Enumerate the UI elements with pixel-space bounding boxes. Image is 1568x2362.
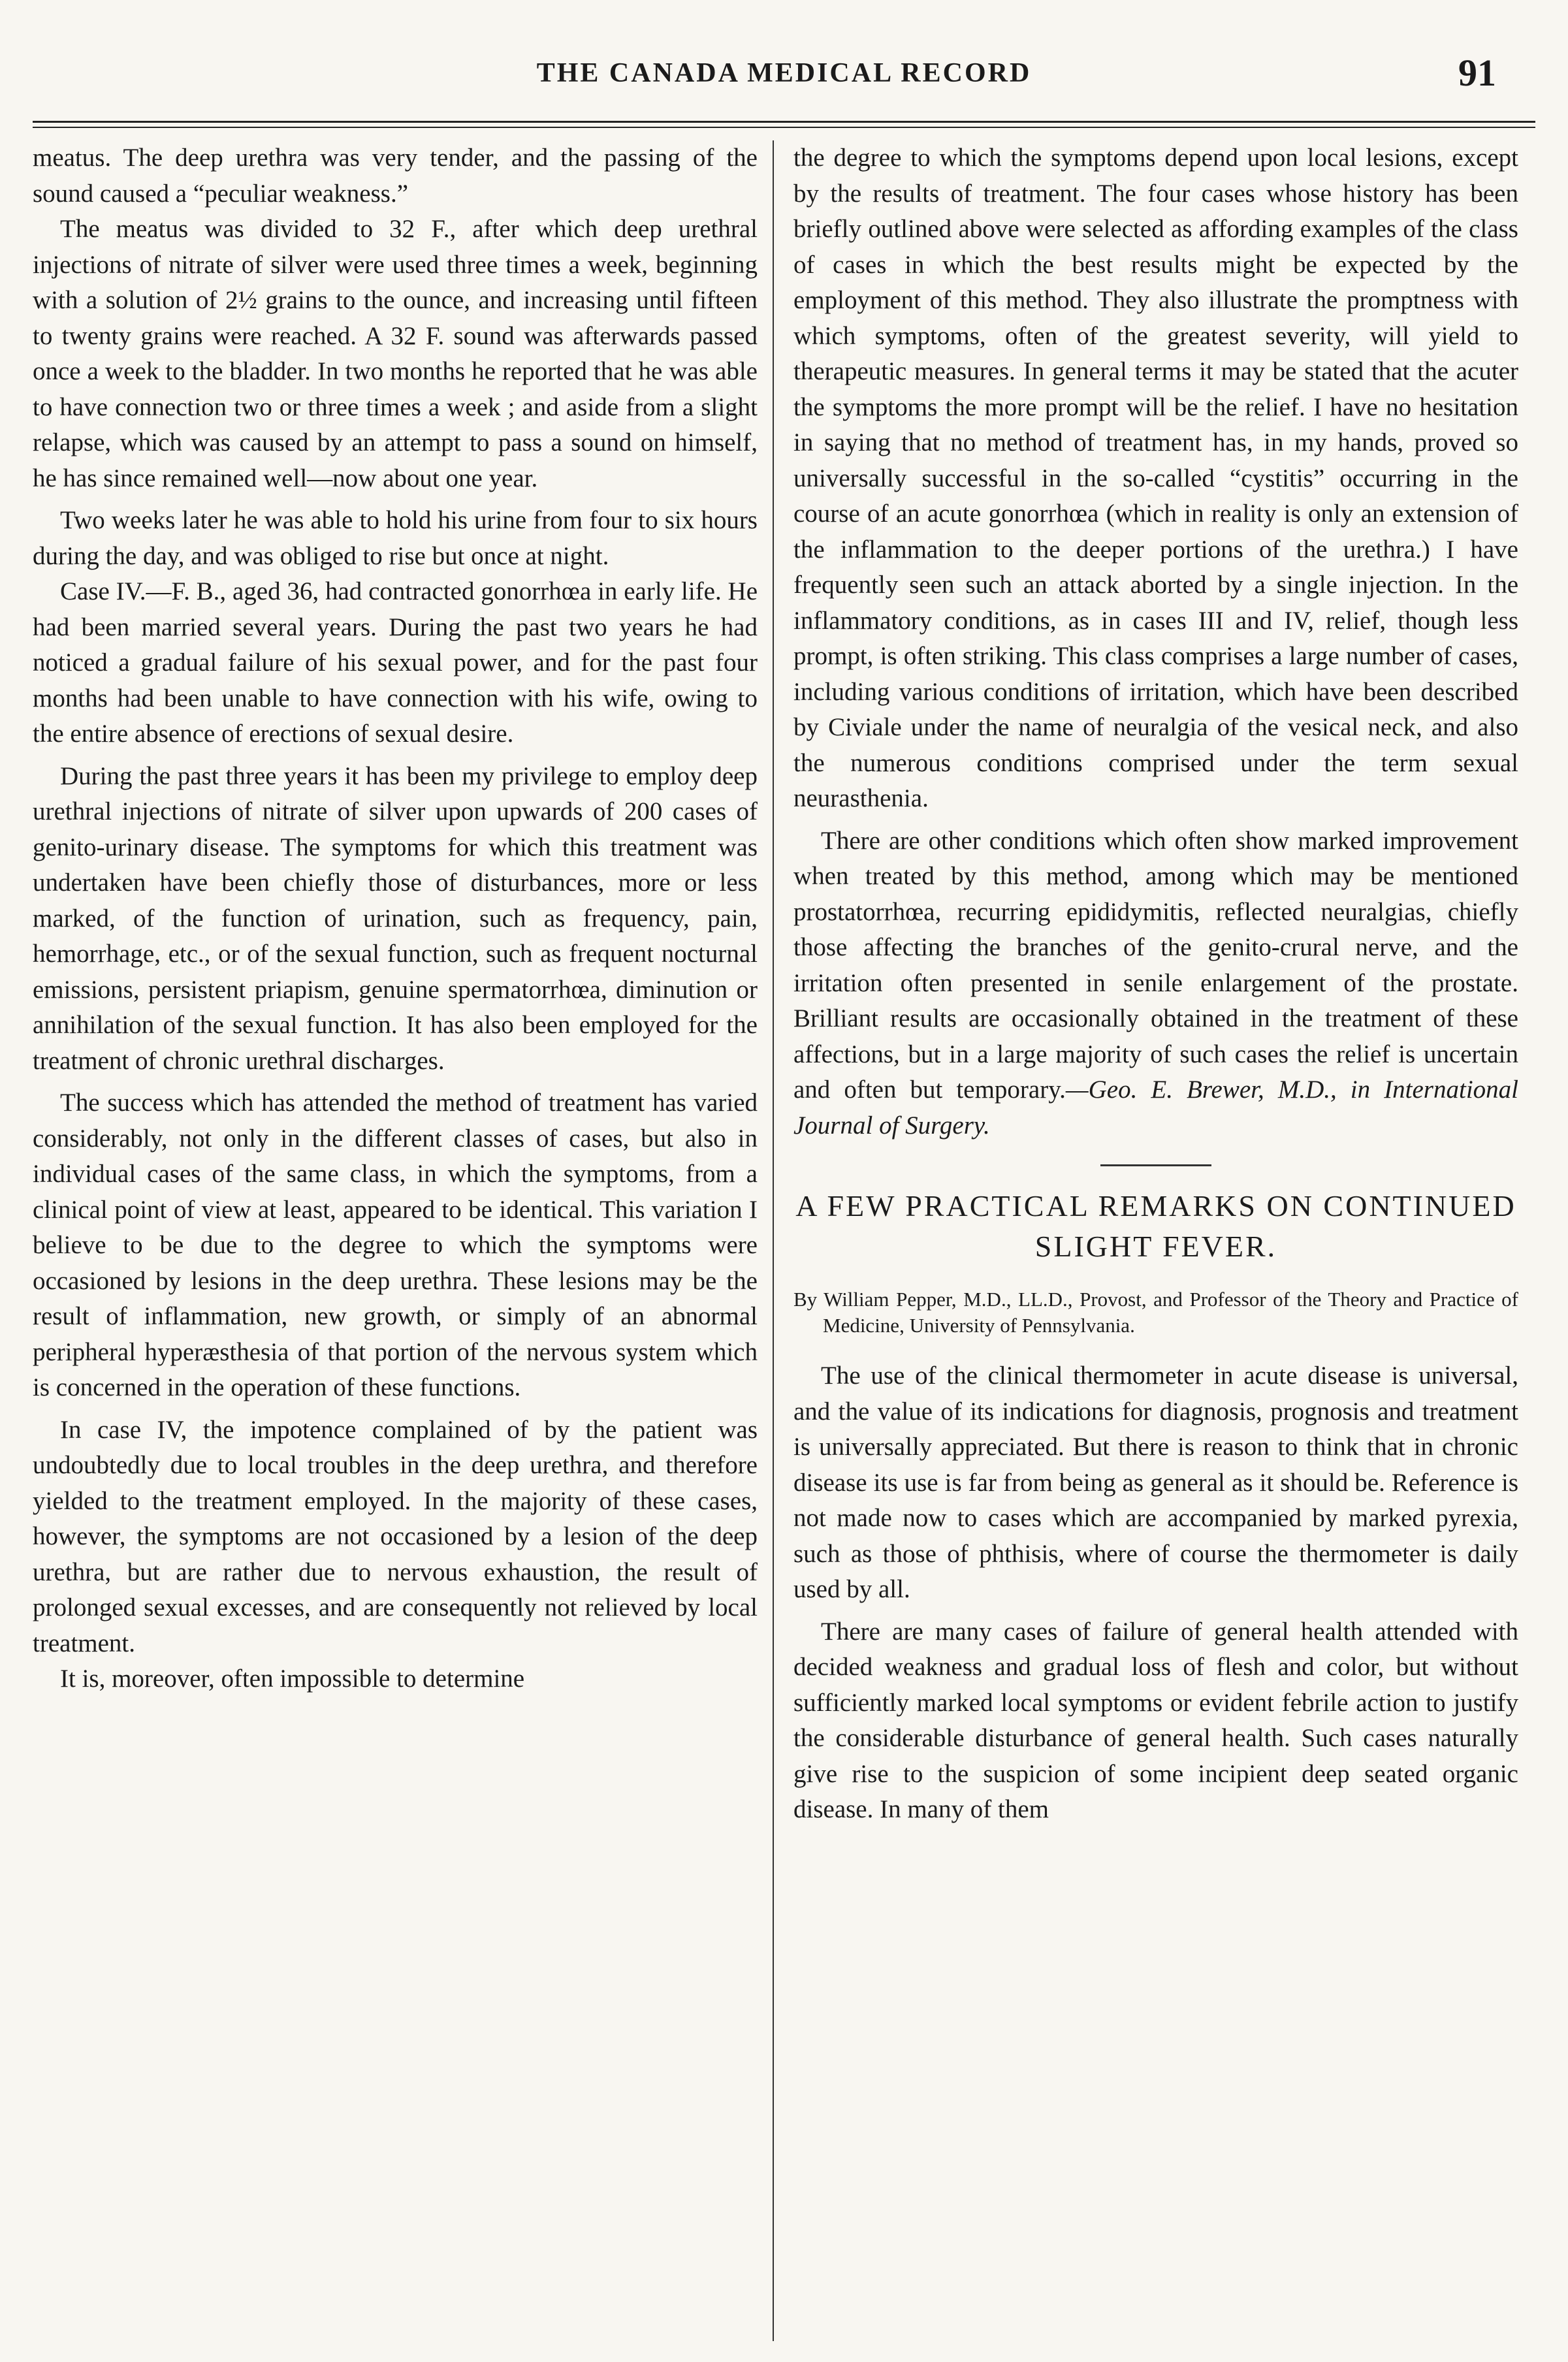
page-number: 91 <box>1458 52 1496 94</box>
header-rule-top <box>33 121 1535 123</box>
right-column <box>793 140 1518 2341</box>
paragraph: The success which has attended the method of treatment has varied considerably, not only in the different classes of cases, but also in individual cases of the same class, in which the symptoms, from a clinical point of view at least, appeared to be identical. This variation I believe to be due to the degree to which the symptoms were occasioned by lesions in the deep urethra. These lesions may be the result of inflammation, new growth, or simply of an abnormal peripheral hyperæsthesia of that portion of the nervous system which is concerned in the operation of these functions. <box>33 1089 758 1401</box>
paragraph: It is, moreover, often impossible to determine <box>60 1665 525 1693</box>
paragraph: The use of the clinical thermometer in acute disease is universal, and the value of its indications for diagnosis, prognosis and treatment is universally appreciated. But there is reason to think that in chronic disease its use is far from being as general as it should be. Reference is not made now to cases which are accompanied by marked pyrexia, such as those of phthisis, where of course the thermometer is daily used by all. <box>793 1362 1518 1603</box>
page-header <box>33 39 1535 111</box>
paragraph <box>793 823 1518 1144</box>
signature: —Geo. E. Brewer, M.D., in International Journal of Surgery. <box>793 1076 1518 1140</box>
paragraph: the degree to which the symptoms depend upon local lesions, except by the results of treatment. The four cases whose history has been briefly outlined above were selected as affording examples of the class of cases in which the best results might be expected by the employment of this method. They also illustrate the promptness with which symptoms, often of the greatest severity, will yield to therapeutic measures. In general terms it may be stated that the acuter the symptoms the more prompt will be the relief. I have no hesitation in saying that no method of treatment has, in my hands, proved so universally successful in the so-called “cystitis” occurring in the course of an acute gonorrhœa (which in reality is only an extension of the inflammation to the deeper portions of the urethra.) I have frequently seen such an attack aborted by a single injection. In the inflammatory conditions, as in cases III and IV, relief, though less prompt, is often striking. This class comprises a large number of cases, including various conditions of irritation, which have been described by Civiale under the name of neuralgia of the vesical neck, and also the numerous conditions comprised under the term sexual neurasthenia. <box>793 144 1518 812</box>
paragraph: The meatus was divided to 32 F., after which deep urethral injections of nitrate of silver were used three times a week, beginning with a solution of 2½ grains to the ounce, and increasing until fifteen to twenty grains were reached. A 32 F. sound was afterwards passed once a week to the bladder. In two months he reported that he was able to have connection two or three times a week ; and aside from a slight relapse, which was caused by an attempt to pass a sound on himself, he has since remained well—now about one year. <box>33 215 758 492</box>
running-title: THE CANADA MEDICAL RECORD <box>536 58 1032 88</box>
header-rule-bottom <box>33 127 1535 128</box>
article-byline: By William Pepper, M.D., LL.D., Provost, and Professor of the Theory and Practice of Medicine, University of Pennsylvania. <box>793 1288 1518 1337</box>
paragraph: Two weeks later he was able to hold his urine from four to six hours during the day, and was obliged to rise but once at night. <box>33 506 758 570</box>
article-title: A FEW PRACTICAL REMARKS ON CONTINUED SLIGHT FEVER. <box>795 1189 1516 1263</box>
paragraph: meatus. The deep urethra was very tender, and the passing of the sound caused a “peculiar weakness.” <box>33 144 758 208</box>
section-rule <box>1100 1164 1211 1166</box>
paragraph-text: There are other conditions which often show marked improvement when treated by this method, among which may be mentioned prostatorrhœa, recurring epididymitis, reflected neuralgias, chiefly those affecting the branches of the genito-crural nerve, and the irritation often presented in senile enlargement of the prostate. Brilliant results are occasionally obtained in the treatment of these affections, but in a large majority of such cases the relief is uncertain and often but temporary. <box>793 826 1518 1104</box>
left-column <box>33 140 758 2341</box>
paragraph: In case IV, the impotence complained of by the patient was undoubtedly due to local troubles in the deep urethra, and therefore yielded to the treatment employed. In the majority of these cases, however, the symptoms are not occasioned by a lesion of the deep urethra, but are rather due to nervous exhaustion, the result of prolonged sexual excesses, and are consequently not relieved by local treatment. <box>33 1415 758 1657</box>
paragraph: During the past three years it has been my privilege to employ deep urethral injections of nitrate of silver upon upwards of 200 cases of genito-urinary disease. The symptoms for which this treatment was undertaken have been chiefly those of disturbances, more or less marked, of the function of urination, such as frequency, pain, hemorrhage, etc., or of the sexual function, such as frequent nocturnal emissions, persistent priapism, genuine spermatorrhœa, diminution or annihilation of the sexual function. It has also been employed for the treatment of chronic urethral discharges. <box>33 761 758 1075</box>
paragraph: There are many cases of failure of general health attended with decided weakness and gradual loss of flesh and color, but without sufficiently marked local symptoms or evident febrile action to justify the considerable disturbance of general health. Such cases naturally give rise to the suspicion of some incipient deep seated organic disease. In many of them <box>793 1617 1518 1823</box>
column-divider <box>773 140 774 2341</box>
paragraph: Case IV.—F. B., aged 36, had contracted gonorrhœa in early life. He had been married several years. During the past two years he had noticed a gradual failure of his sexual power, and for the past four months had been unable to have connection with his wife, owing to the entire absence of erections of sexual desire. <box>33 577 758 748</box>
